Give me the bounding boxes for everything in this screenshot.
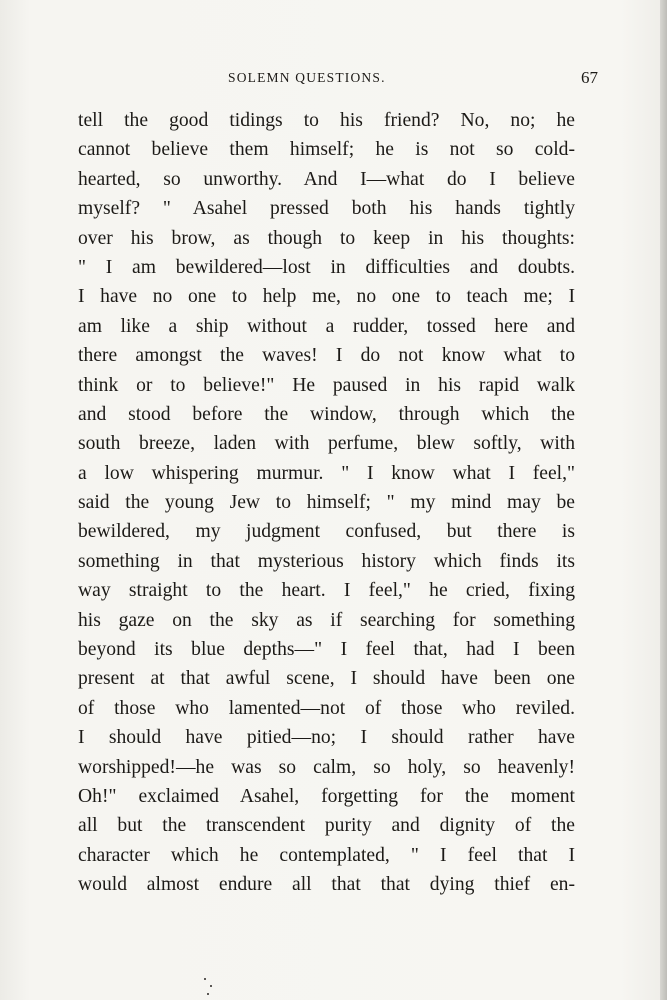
text-line: a low whispering murmur. " I know what I feel," (78, 462, 575, 484)
ink-speck (204, 978, 206, 980)
text-line: and stood before the window, through which the (78, 403, 575, 425)
text-line: think or to believe!" He paused in his rapid walk (78, 374, 575, 396)
text-line: present at that awful scene, I should have been one (78, 668, 575, 690)
text-line: " I am bewildered—lost in difficulties and doubts. (78, 256, 575, 278)
running-title: SOLEMN QUESTIONS. (228, 70, 386, 85)
text-line: his gaze on the sky as if searching for something (78, 609, 575, 631)
text-line: something in that mysterious history which finds its (78, 550, 575, 572)
body-text (78, 106, 575, 900)
text-line: tell the good tidings to his friend? No, no; he (78, 110, 575, 131)
text-line: south breeze, laden with perfume, blew softly, with (78, 433, 575, 455)
page-edge-shadow (660, 0, 667, 1000)
text-line: hearted, so unworthy. And I—what do I believe (78, 168, 575, 190)
text-line: myself? " Asahel pressed both his hands tightly (78, 198, 575, 220)
text-line: way straight to the heart. I feel," he cried, fixing (78, 580, 575, 602)
text-line: said the young Jew to himself; " my mind may be (78, 492, 575, 514)
text-line: cannot believe them himself; he is not so cold- (78, 139, 575, 161)
text-line: worshipped!—he was so calm, so holy, so heavenly! (78, 756, 575, 778)
page-number: 67 (581, 68, 598, 87)
text-line: Oh!" exclaimed Asahel, forgetting for the moment (78, 785, 575, 807)
running-header (78, 68, 598, 92)
text-line: there amongst the waves! I do not know what to (78, 345, 575, 367)
text-line: would almost endure all that that dying thief en- (78, 874, 575, 896)
text-line: all but the transcendent purity and dignity of the (78, 815, 575, 837)
text-line: bewildered, my judgment confused, but there is (78, 521, 575, 543)
ink-speck (207, 993, 209, 995)
text-line: over his brow, as though to keep in his thoughts: (78, 227, 575, 249)
text-line: beyond its blue depths—" I feel that, had I been (78, 639, 575, 661)
text-line: I should have pitied—no; I should rather have (78, 727, 575, 749)
text-line: character which he contemplated, " I feel that I (78, 844, 575, 866)
text-line: I have no one to help me, no one to teach me; I (78, 286, 575, 308)
text-line: am like a ship without a rudder, tossed here and (78, 315, 575, 337)
ink-speck (210, 985, 212, 987)
text-line: of those who lamented—not of those who reviled. (78, 697, 575, 719)
